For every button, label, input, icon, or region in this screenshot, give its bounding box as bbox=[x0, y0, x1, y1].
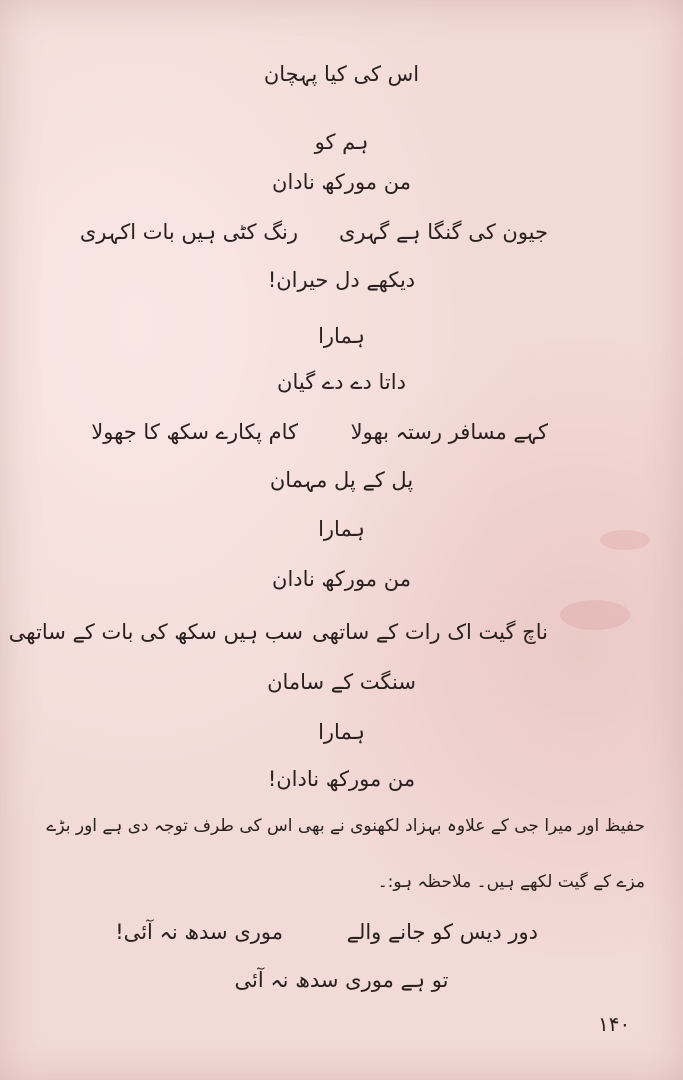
poem-line: من مورکھ نادان bbox=[272, 170, 411, 194]
poem-line: دیکھے دل حیران! bbox=[267, 268, 416, 292]
poem-line: تو ہے موری سدھ نہ آئی bbox=[234, 968, 449, 992]
poem-hemistich-left: موری سدھ نہ آئی! bbox=[115, 920, 283, 944]
poem-hemistich-right: دور دیس کو جانے والے bbox=[346, 920, 538, 944]
poem-line: اس کی کیا پہچان bbox=[263, 62, 420, 86]
poem-line: ہم کو bbox=[314, 130, 369, 154]
poem-hemistich-left: سب ہیں سکھ کی بات کے ساتھی bbox=[8, 620, 303, 644]
poem-line: ہمارا bbox=[318, 324, 365, 348]
poem-hemistich-left: کام پکارے سکھ کا جھولا bbox=[91, 420, 298, 444]
poem-line: داتا دے دے گیان bbox=[277, 370, 406, 394]
poem-hemistich-right: کہے مسافر رستہ بھولا bbox=[350, 420, 548, 444]
poem-line: من مورکھ نادان! bbox=[267, 767, 416, 791]
poem-line: ہمارا bbox=[318, 720, 365, 744]
paper-stain bbox=[560, 600, 630, 630]
poem-line: من مورکھ نادان bbox=[272, 567, 411, 591]
poem-line: پل کے پل مہمان bbox=[269, 468, 414, 492]
prose-paragraph-line: مزے کے گیت لکھے ہیں۔ ملاحظہ ہو:۔ bbox=[377, 872, 645, 892]
poem-line: ہمارا bbox=[318, 517, 365, 541]
poem-hemistich-right: جیون کی گنگا ہے گہری bbox=[338, 220, 548, 244]
poem-line: سنگت کے سامان bbox=[267, 670, 416, 694]
poem-hemistich-right: ناچ گیت اک رات کے ساتھی bbox=[312, 620, 548, 644]
page-number: ۱۴۰ bbox=[598, 1012, 631, 1036]
poem-hemistich-left: رنگ کٹی ہیں بات اکہری bbox=[79, 220, 298, 244]
prose-paragraph-line: حفیظ اور میرا جی کے علاوہ بہزاد لکھنوی نے بھی اس کی طرف توجہ دی ہے اور بڑے bbox=[46, 816, 645, 836]
